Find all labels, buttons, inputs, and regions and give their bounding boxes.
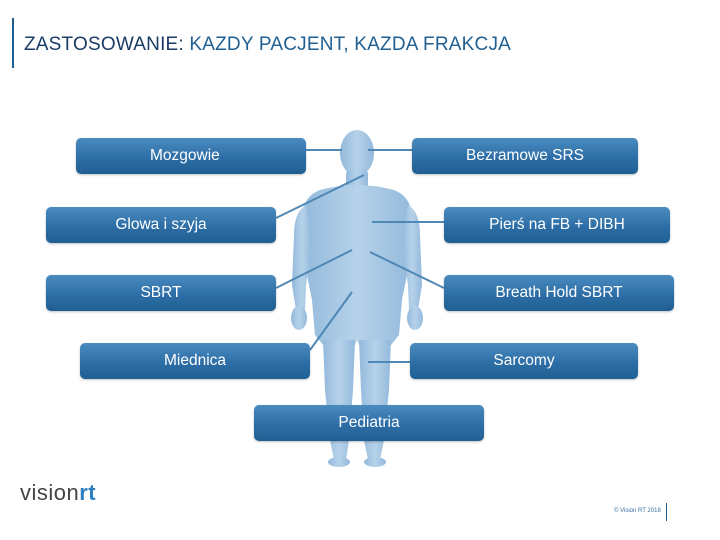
vision-rt-logo: visionrt — [20, 480, 97, 505]
label-mozgowie: Mozgowie — [76, 138, 306, 174]
label-piers: Pierś na FB + DIBH — [444, 207, 670, 243]
copyright-accent-bar — [666, 503, 667, 521]
label-miednica: Miednica — [80, 343, 310, 379]
label-breath-hold-sbrt: Breath Hold SBRT — [444, 275, 674, 311]
copyright: © Vision RT 2018 — [614, 508, 661, 514]
title-rest: KAZDY PACJENT, KAZDA FRAKCJA — [183, 34, 512, 55]
label-pediatria: Pediatria — [254, 405, 484, 441]
label-glowa-i-szyja: Glowa i szyja — [46, 207, 276, 243]
label-bezramowe-srs: Bezramowe SRS — [412, 138, 638, 174]
label-sarcomy: Sarcomy — [410, 343, 638, 379]
label-sbrt: SBRT — [46, 275, 276, 311]
title-prefix: ZASTOSOWANIE: — [24, 34, 184, 55]
